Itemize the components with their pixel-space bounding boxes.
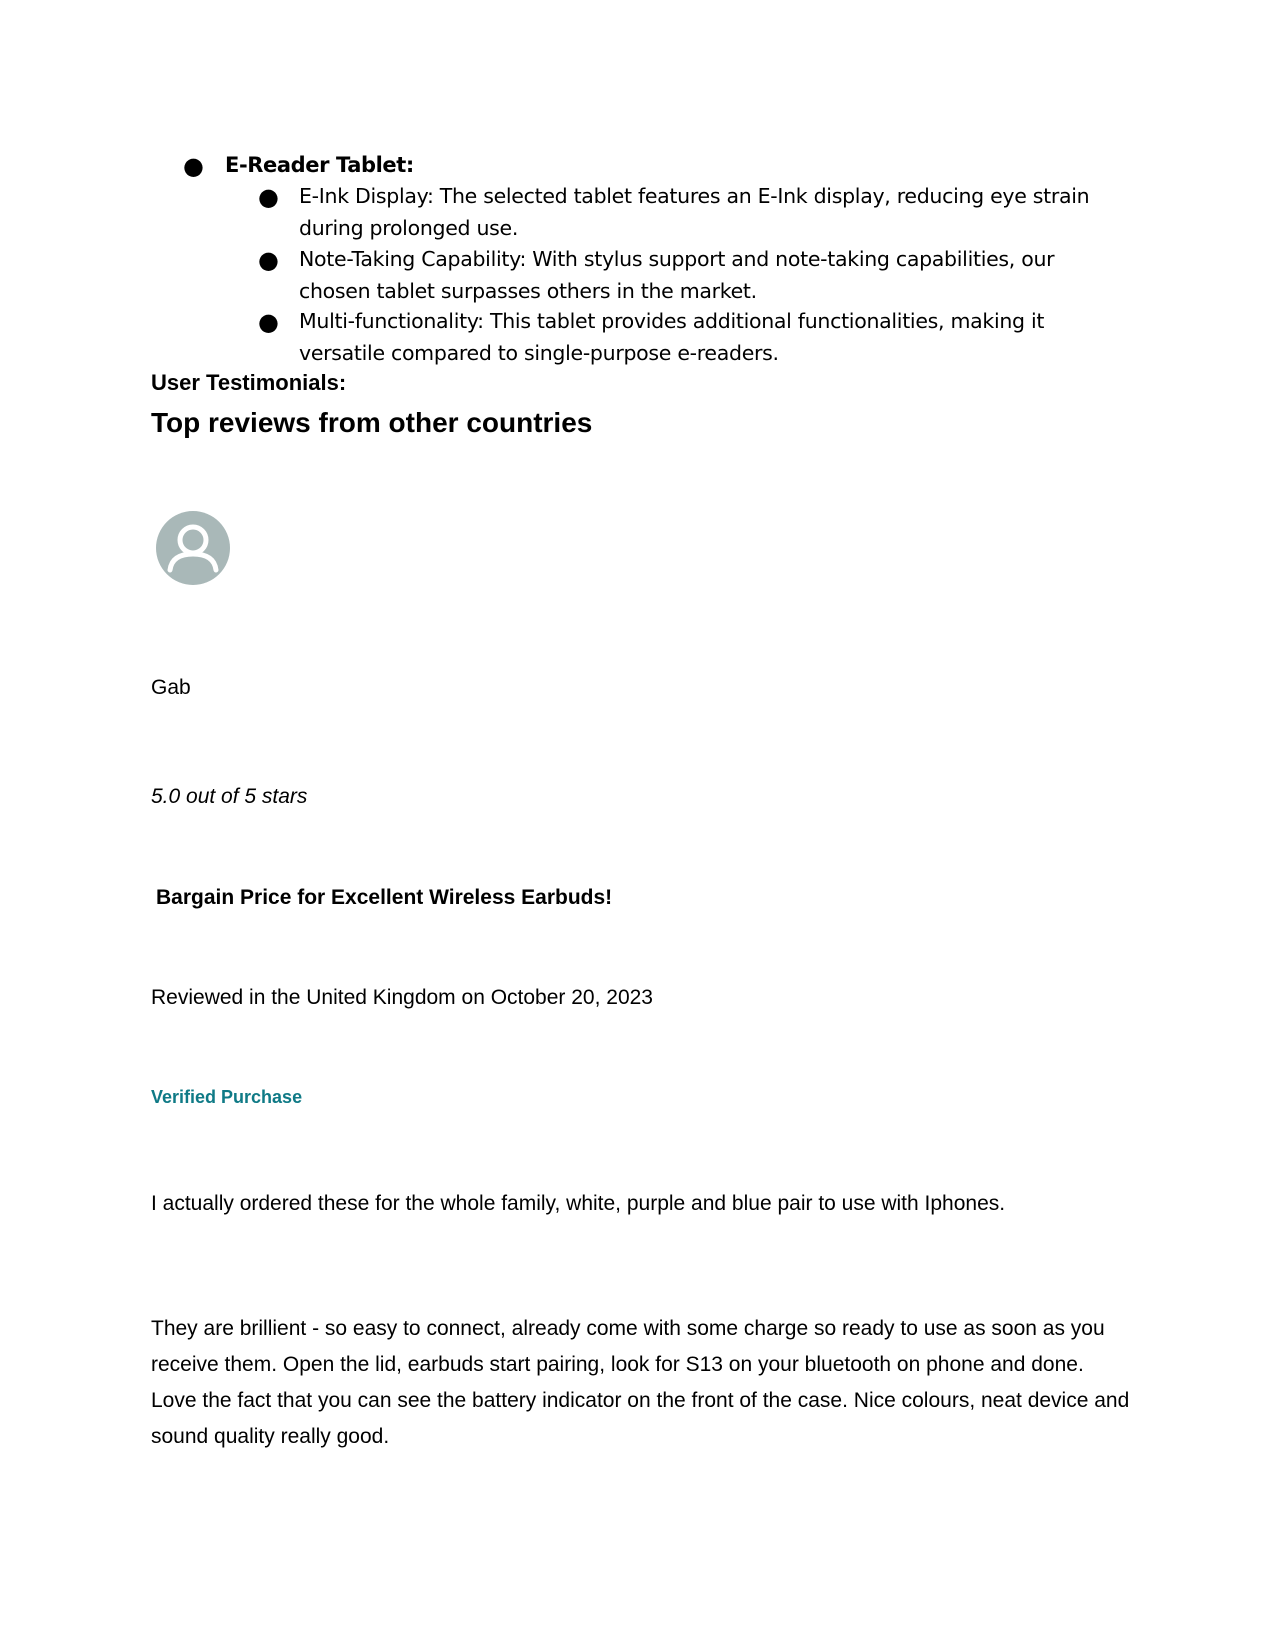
review-body-paragraph: I actually ordered these for the whole family, white, purple and blue pair to use with Iphones.	[151, 1192, 1006, 1215]
feature-item-note-taking: Note-Taking Capability: With stylus support and note-taking capabilities, our chosen tablet surpasses others in the market.	[299, 247, 1055, 303]
feature-item-eink: E-Ink Display: The selected tablet features an E-Ink display, reducing eye strain during prolonged use.	[299, 184, 1090, 240]
review-meta: Reviewed in the United Kingdom on October 20, 2023	[151, 986, 653, 1009]
review-title: Bargain Price for Excellent Wireless Earbuds!	[156, 886, 613, 909]
bullet-glyph: ●	[258, 308, 279, 336]
testimonials-label: User Testimonials:	[151, 370, 347, 395]
user-avatar-svg	[155, 510, 231, 586]
review-body-paragraph: They are brillient - so easy to connect, already come with some charge so ready to use as soon as you receive them. Open the lid, earbuds start pairing, look for S13 on your bluetooth on phone and done. Love the fact that you can see the battery indicator on the front of the case. Nice colours, neat device and sound quality really good.	[151, 1317, 1130, 1448]
reviewer-name: Gab	[151, 676, 191, 699]
verified-purchase-badge: Verified Purchase	[151, 1087, 303, 1107]
product-heading: E-Reader Tablet:	[225, 153, 414, 177]
star-rating-text: 5.0 out of 5 stars	[151, 785, 308, 808]
bullet-glyph: ●	[258, 246, 279, 274]
bullet-glyph: ●	[258, 183, 279, 211]
feature-item-multifunction: Multi-functionality: This tablet provides additional functionalities, making it versatile compared to single-purpose e-readers.	[299, 309, 1045, 365]
reviews-section-title: Top reviews from other countries	[151, 407, 593, 438]
bullet-glyph: ●	[183, 152, 204, 180]
user-avatar-icon	[155, 510, 231, 586]
